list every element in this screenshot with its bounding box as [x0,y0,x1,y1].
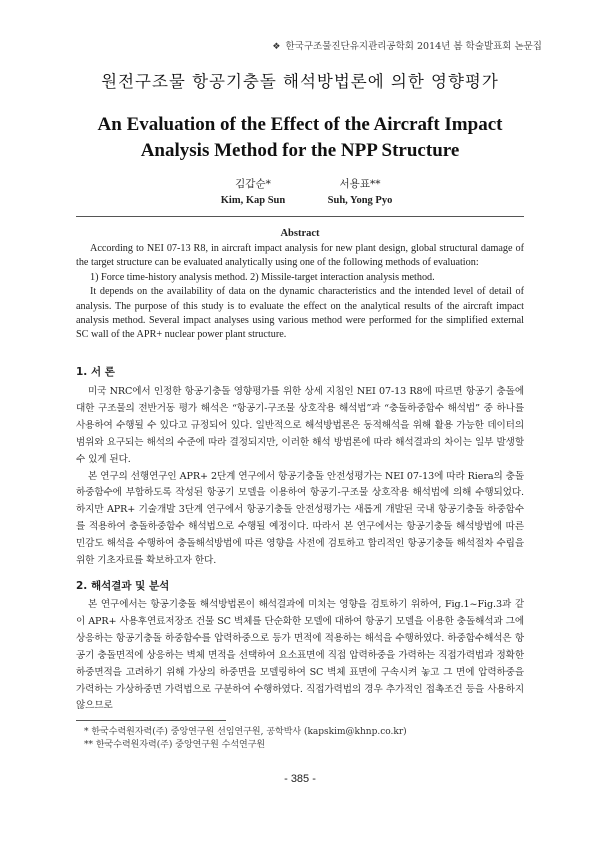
english-title-line-2: Analysis Method for the NPP Structure [140,140,460,161]
journal-name: 한국구조물진단유지관리공학회 2014년 봄 학술발표회 논문집 [285,41,542,52]
abstract-body [76,242,524,343]
page-number: - 385 - [284,773,316,785]
section-1-paragraph-1: 미국 NRC에서 인정한 항공기충돌 영향평가를 위한 상세 지침인 NEI 07-13 R8에 따르면 항공기 충돌에 대한 구조물의 전반거동 평가 해석은 “항공기-구조물 상호작용 해석법”과 “충돌하중함수 해석법” 중 하나를 사용하여 수행될 수 있다고 규정되어 있다. 일반적으로 해석방법론은 동적해석을 위해 활용 가능한 데이터의 범위와 요구되는 해석의 수준에 따라 결정되지만, 이러한 해석 방법론에 따라 해석결과의 차이는 일부 발생할 수 있게 된다. [76,386,524,465]
section-2-paragraph-1: 본 연구에서는 항공기충돌 해석방법론이 해석결과에 미치는 영향을 검토하기 위하여, Fig.1~Fig.3과 같이 APR+ 사용후연료저장조 건물 SC 벽체를 단순화한 모델에 대하여 항공기 모델을 이용한 충돌해석과 그에 상응하는 항공기충돌 하중함수를 압력하중으로 등가 면적에 적용하는 해석을 수행하였다. 하중함수해석은 항공기 충돌면적에 상응하는 벽체 면적을 선택하여 요소표면에 직접 압력하중을 가력하는 직접가력법과 정확한 하중면적을 고려하기 위해 가상의 하중면을 모델링하여 SC 벽체 표면에 구속시켜 놓고 그 면에 압력하중을 가력하는 가상하중면 가력법으로 구분하여 수행하였다. 직접가력법의 경우 추가적인 접촉조건 등을 사용하지 않으므로 [76,599,524,712]
author-1-english-name: Kim, Kap Sun [220,195,286,206]
section-1-body [76,384,524,570]
english-title [0,112,600,164]
section-2-heading: 2. 해석결과 및 분석 [76,580,170,592]
journal-header [272,38,542,52]
footnotes [84,726,407,752]
section-1-paragraph-2: 본 연구의 선행연구인 APR+ 2단계 연구에서 항공기충돌 안전성평가는 NEI 07-13에 따라 Riera의 충돌하중함수에 부합하도록 작성된 항공기 모델을 이용하여 항공기-구조물 상호작용 해석법에 의해 수행되었다. 하지만 APR+ 기술개발 3단계 연구에서 항공기충돌 안전성평가는 새롭게 개발된 국내 항공기충돌 하중함수를 적용하여 충돌하중함수 해석법으로 수행될 예정이다. 따라서 본 연구에서는 항공기충돌 해석방법에 따른 민감도 해석을 수행하여 충돌해석방법에 따른 영향을 사전에 검토하고 합리적인 항공기충돌 해석절차 수립을 위한 기초자료를 확보하고자 한다. [76,470,524,567]
section-1-heading: 1. 서 론 [76,366,115,378]
footnote-2: ** 한국수력원자력(주) 중앙연구원 수석연구원 [84,740,266,750]
korean-title: 원전구조물 항공기충돌 해석방법론에 의한 영향평가 [101,72,499,91]
author-2-english-name: Suh, Yong Pyo [327,195,393,206]
footnote-1: * 한국수력원자력(주) 중앙연구원 선임연구원, 공학박사 (kapskim@khnp.co.kr) [84,727,407,737]
author-2 [290,176,430,206]
footnote-divider [76,720,226,721]
abstract-heading: Abstract [280,228,320,239]
abstract-paragraph-1: According to NEI 07-13 R8, in aircraft impact analysis for new plant design, global structural damage of the target structure can be evaluated analytically using one of the following methods of evaluation: [76,243,524,269]
section-2-body [76,597,524,715]
abstract-paragraph-3: It depends on the availability of data on the dynamic characteristics and the intended level of detail of analysis. The purpose of this study is to evaluate the effect on the analytical results of the aircraft impact analysis method. Several impact analyses using various method were performed for the simplified external SC wall of the APR+ nuclear power plant structure. [76,286,524,341]
english-title-line-1: An Evaluation of the Effect of the Aircraft Impact [97,114,503,135]
author-2-korean-name: 서용표** [339,178,381,190]
title-divider [76,216,524,217]
author-1-korean-name: 김갑순* [235,178,271,190]
diamond-icon: ❖ [272,42,281,52]
abstract-paragraph-2: 1) Force time-history analysis method. 2) Missile-target interaction analysis method. [90,271,435,283]
